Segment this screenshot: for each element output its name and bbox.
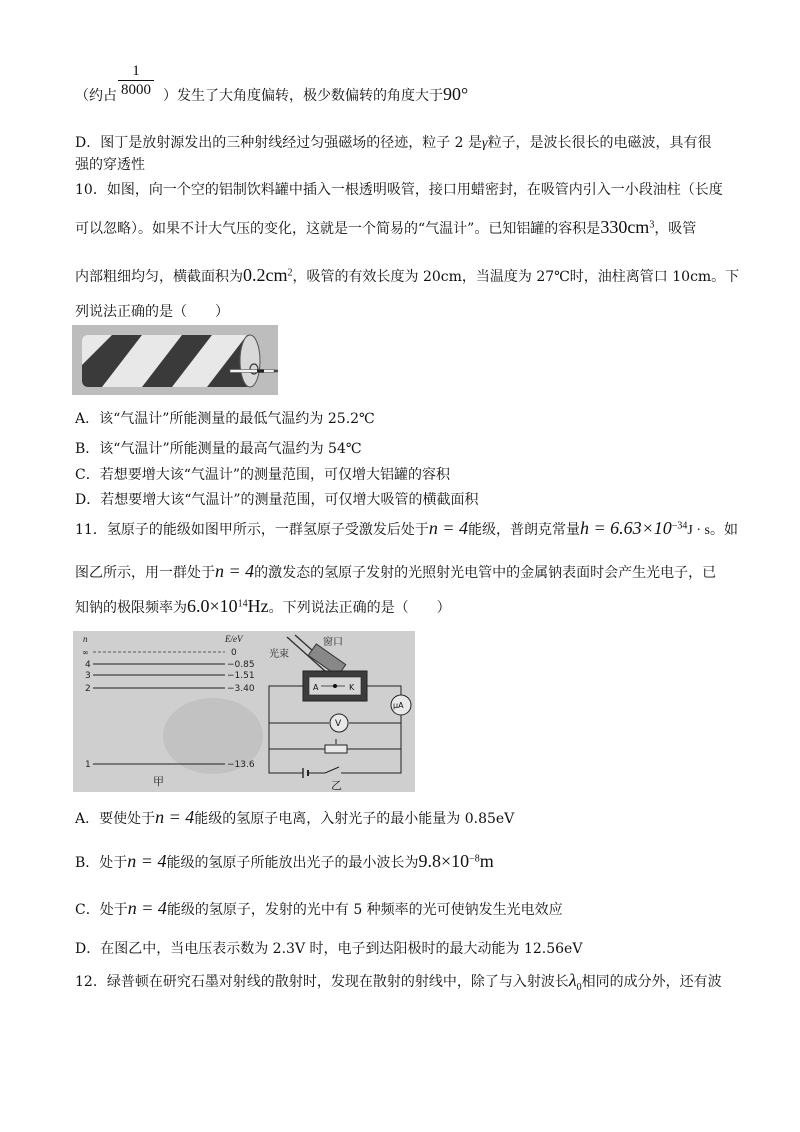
q11-stem-1: 11．氢原子的能级如图甲所示，一群氢原子受激发后处于n = 4能级，普朗克常量$h = 6.63\times 10^{-34}J \cdot s$。如 xyxy=(75,518,738,538)
q11-option-b: B．处于n = 4能级的氢原子所能放出光子的最小波长为$9.8\times 10^{-8}m$ xyxy=(75,851,494,871)
svg-text:2: 2 xyxy=(85,684,91,694)
q11-option-c: C．处于n = 4能级的氢原子，发射的光中有 5 种频率的光可使钠发生光电效应 xyxy=(75,898,563,918)
q10-option-c: C．若想要增大该“气温计”的测量范围，可仅增大铝罐的容积 xyxy=(75,467,451,483)
q11-stem-3: 知钠的极限频率为$6.0\times 10^{14}Hz$。下列说法正确的是（ ） xyxy=(75,596,451,616)
beam-label: 光束 xyxy=(269,649,289,660)
q11-stem-2: 图乙所示，用一群处于n = 4的激发态的氢原子发射的光照射光电管中的金属钠表面时会产生光电子，已 xyxy=(75,561,717,581)
axis-energy-label: E/eV xyxy=(225,634,243,644)
q10-option-d: D．若想要增大该“气温计”的测量范围，可仅增大吸管的横截面积 xyxy=(75,492,479,508)
svg-text:3: 3 xyxy=(85,671,91,681)
q10-stem-3: 内部粗细均匀，横截面积为$0.2cm^2$，吸管的有效长度为 20cm，当温度为 27℃时，油柱离管口 10cm。下 xyxy=(75,265,740,285)
svg-text:1: 1 xyxy=(85,760,91,770)
q10-option-b: B．该“气温计”所能测量的最高气温约为 54℃ xyxy=(75,441,362,457)
q10-stem-1: 10．如图，向一个空的铝制饮料罐中插入一根透明吸管，接口用蜡密封，在吸管内引入一小段油柱（长度 xyxy=(75,182,723,198)
hydrogen-levels-and-photocell-figure xyxy=(73,631,415,792)
q11-option-a: A．要使处于n = 4能级的氢原子电离，入射光子的最小能量为 0.85eV xyxy=(75,807,515,827)
voltmeter-label: V xyxy=(335,719,342,729)
ammeter-label: μA xyxy=(393,701,404,710)
fraction-one-eight-thousandth: $\frac{1}{8000}$ xyxy=(118,62,154,99)
q9-option-d: D．图丁是放射源发出的三种射线经过匀强磁场的径迹，粒子 2 是γ粒子，是波长很长的电磁波，具有很 xyxy=(75,135,712,151)
svg-text:0: 0 xyxy=(231,648,237,658)
svg-text:−3.40: −3.40 xyxy=(227,684,255,694)
figure-caption-yi: 乙 xyxy=(331,779,342,792)
svg-text:4: 4 xyxy=(85,660,91,670)
axis-n-label: n xyxy=(83,634,88,644)
q12-stem-1: 12．绿普顿在研究石墨对射线的散射时，发现在散射的射线中，除了与入射波长$\lambda_0$相同的成分外，还有波 xyxy=(75,970,722,993)
q10-stem-2: 可以忽略）。如果不计大气压的变化，这就是一个简易的“气温计”。已知铝罐的容积是$330cm^3$，吸管 xyxy=(75,217,697,237)
anode-label: A xyxy=(313,683,319,692)
cathode-label: K xyxy=(349,683,355,692)
soda-can-thermometer-figure xyxy=(72,325,278,395)
svg-text:−13.6: −13.6 xyxy=(227,760,255,770)
q10-stem-4: 列说法正确的是（ ） xyxy=(75,304,229,320)
figure-caption-jia: 甲 xyxy=(153,775,164,788)
svg-text:∞: ∞ xyxy=(82,648,89,657)
q10-option-a: A．该“气温计”所能测量的最低气温约为 25.2℃ xyxy=(75,411,375,427)
q9-c-continuation: （约占 ）发生了大角度偏转，极少数偏转的角度大于90° xyxy=(75,84,469,104)
svg-text:−0.85: −0.85 xyxy=(227,660,255,670)
q11-option-d: D．在图乙中，当电压表示数为 2.3V 时，电子到达阳极时的最大动能为 12.56eV xyxy=(75,941,583,957)
q9-option-d-cont: 强的穿透性 xyxy=(75,157,145,173)
svg-text:−1.51: −1.51 xyxy=(227,671,255,681)
window-label: 窗口 xyxy=(323,637,343,648)
